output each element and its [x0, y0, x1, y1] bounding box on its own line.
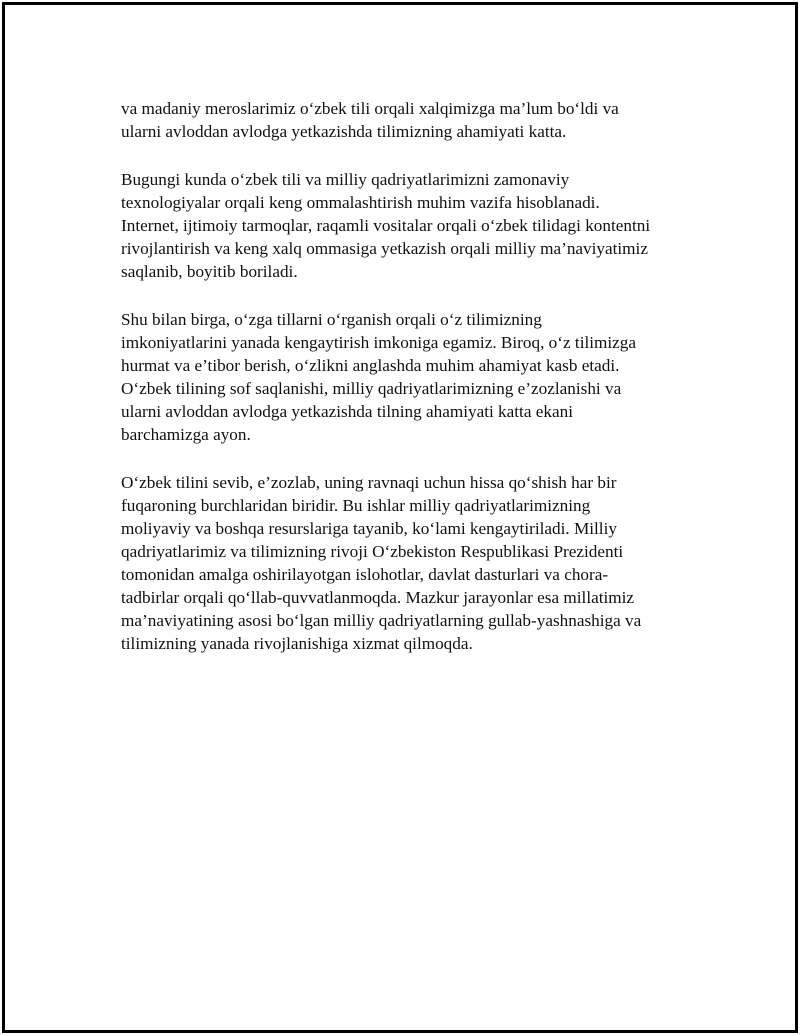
text-line: O‘zbek tilining sof saqlanishi, milliy qadriyatlarimizning e’zozlanishi va	[121, 379, 622, 398]
paragraph-1	[121, 97, 701, 143]
text-line: imkoniyatlarini yanada kengaytirish imkoniga egamiz. Biroq, o‘z tilimizga	[121, 333, 637, 352]
text-line: texnologiyalar orqali keng ommalashtirish muhim vazifa hisoblanadi.	[121, 193, 600, 212]
text-line: ularni avloddan avlodga yetkazishda tilning ahamiyati katta ekani	[121, 402, 573, 421]
paragraph-3	[121, 308, 701, 446]
text-line: moliyaviy va boshqa resurslariga tayanib, ko‘lami kengaytiriladi. Milliy	[121, 519, 617, 538]
text-line: Shu bilan birga, o‘zga tillarni o‘rganish orqali o‘z tilimizning	[121, 310, 542, 329]
text-line: ularni avloddan avlodga yetkazishda tilimizning ahamiyati katta.	[121, 122, 567, 141]
paragraph-4	[121, 471, 701, 655]
text-line: Internet, ijtimoiy tarmoqlar, raqamli vositalar orqali o‘zbek tilidagi kontentni	[121, 216, 651, 235]
text-line: va madaniy meroslarimiz o‘zbek tili orqali xalqimizga ma’lum bo‘ldi va	[121, 99, 619, 118]
text-line: O‘zbek tilini sevib, e’zozlab, uning ravnaqi uchun hissa qo‘shish har bir	[121, 473, 617, 492]
document-body	[121, 97, 701, 680]
text-line: barchamizga ayon.	[121, 425, 251, 444]
text-line: tomonidan amalga oshirilayotgan islohotlar, davlat dasturlari va chora-	[121, 565, 609, 584]
text-line: rivojlantirish va keng xalq ommasiga yetkazish orqali milliy ma’naviyatimiz	[121, 239, 648, 258]
page-frame	[2, 2, 798, 1033]
text-line: ma’naviyatining asosi bo‘lgan milliy qadriyatlarning gullab-yashnashiga va	[121, 611, 642, 630]
text-line: saqlanib, boyitib boriladi.	[121, 262, 298, 281]
paragraph-2	[121, 168, 701, 283]
text-line: tadbirlar orqali qo‘llab-quvvatlanmoqda. Mazkur jarayonlar esa millatimiz	[121, 588, 635, 607]
text-line: tilimizning yanada rivojlanishiga xizmat qilmoqda.	[121, 634, 473, 653]
text-line: hurmat va e’tibor berish, o‘zlikni anglashda muhim ahamiyat kasb etadi.	[121, 356, 620, 375]
text-line: fuqaroning burchlaridan biridir. Bu ishlar milliy qadriyatlarimizning	[121, 496, 591, 515]
text-line: qadriyatlarimiz va tilimizning rivoji O‘zbekiston Respublikasi Prezidenti	[121, 542, 624, 561]
text-line: Bugungi kunda o‘zbek tili va milliy qadriyatlarimizni zamonaviy	[121, 170, 570, 189]
